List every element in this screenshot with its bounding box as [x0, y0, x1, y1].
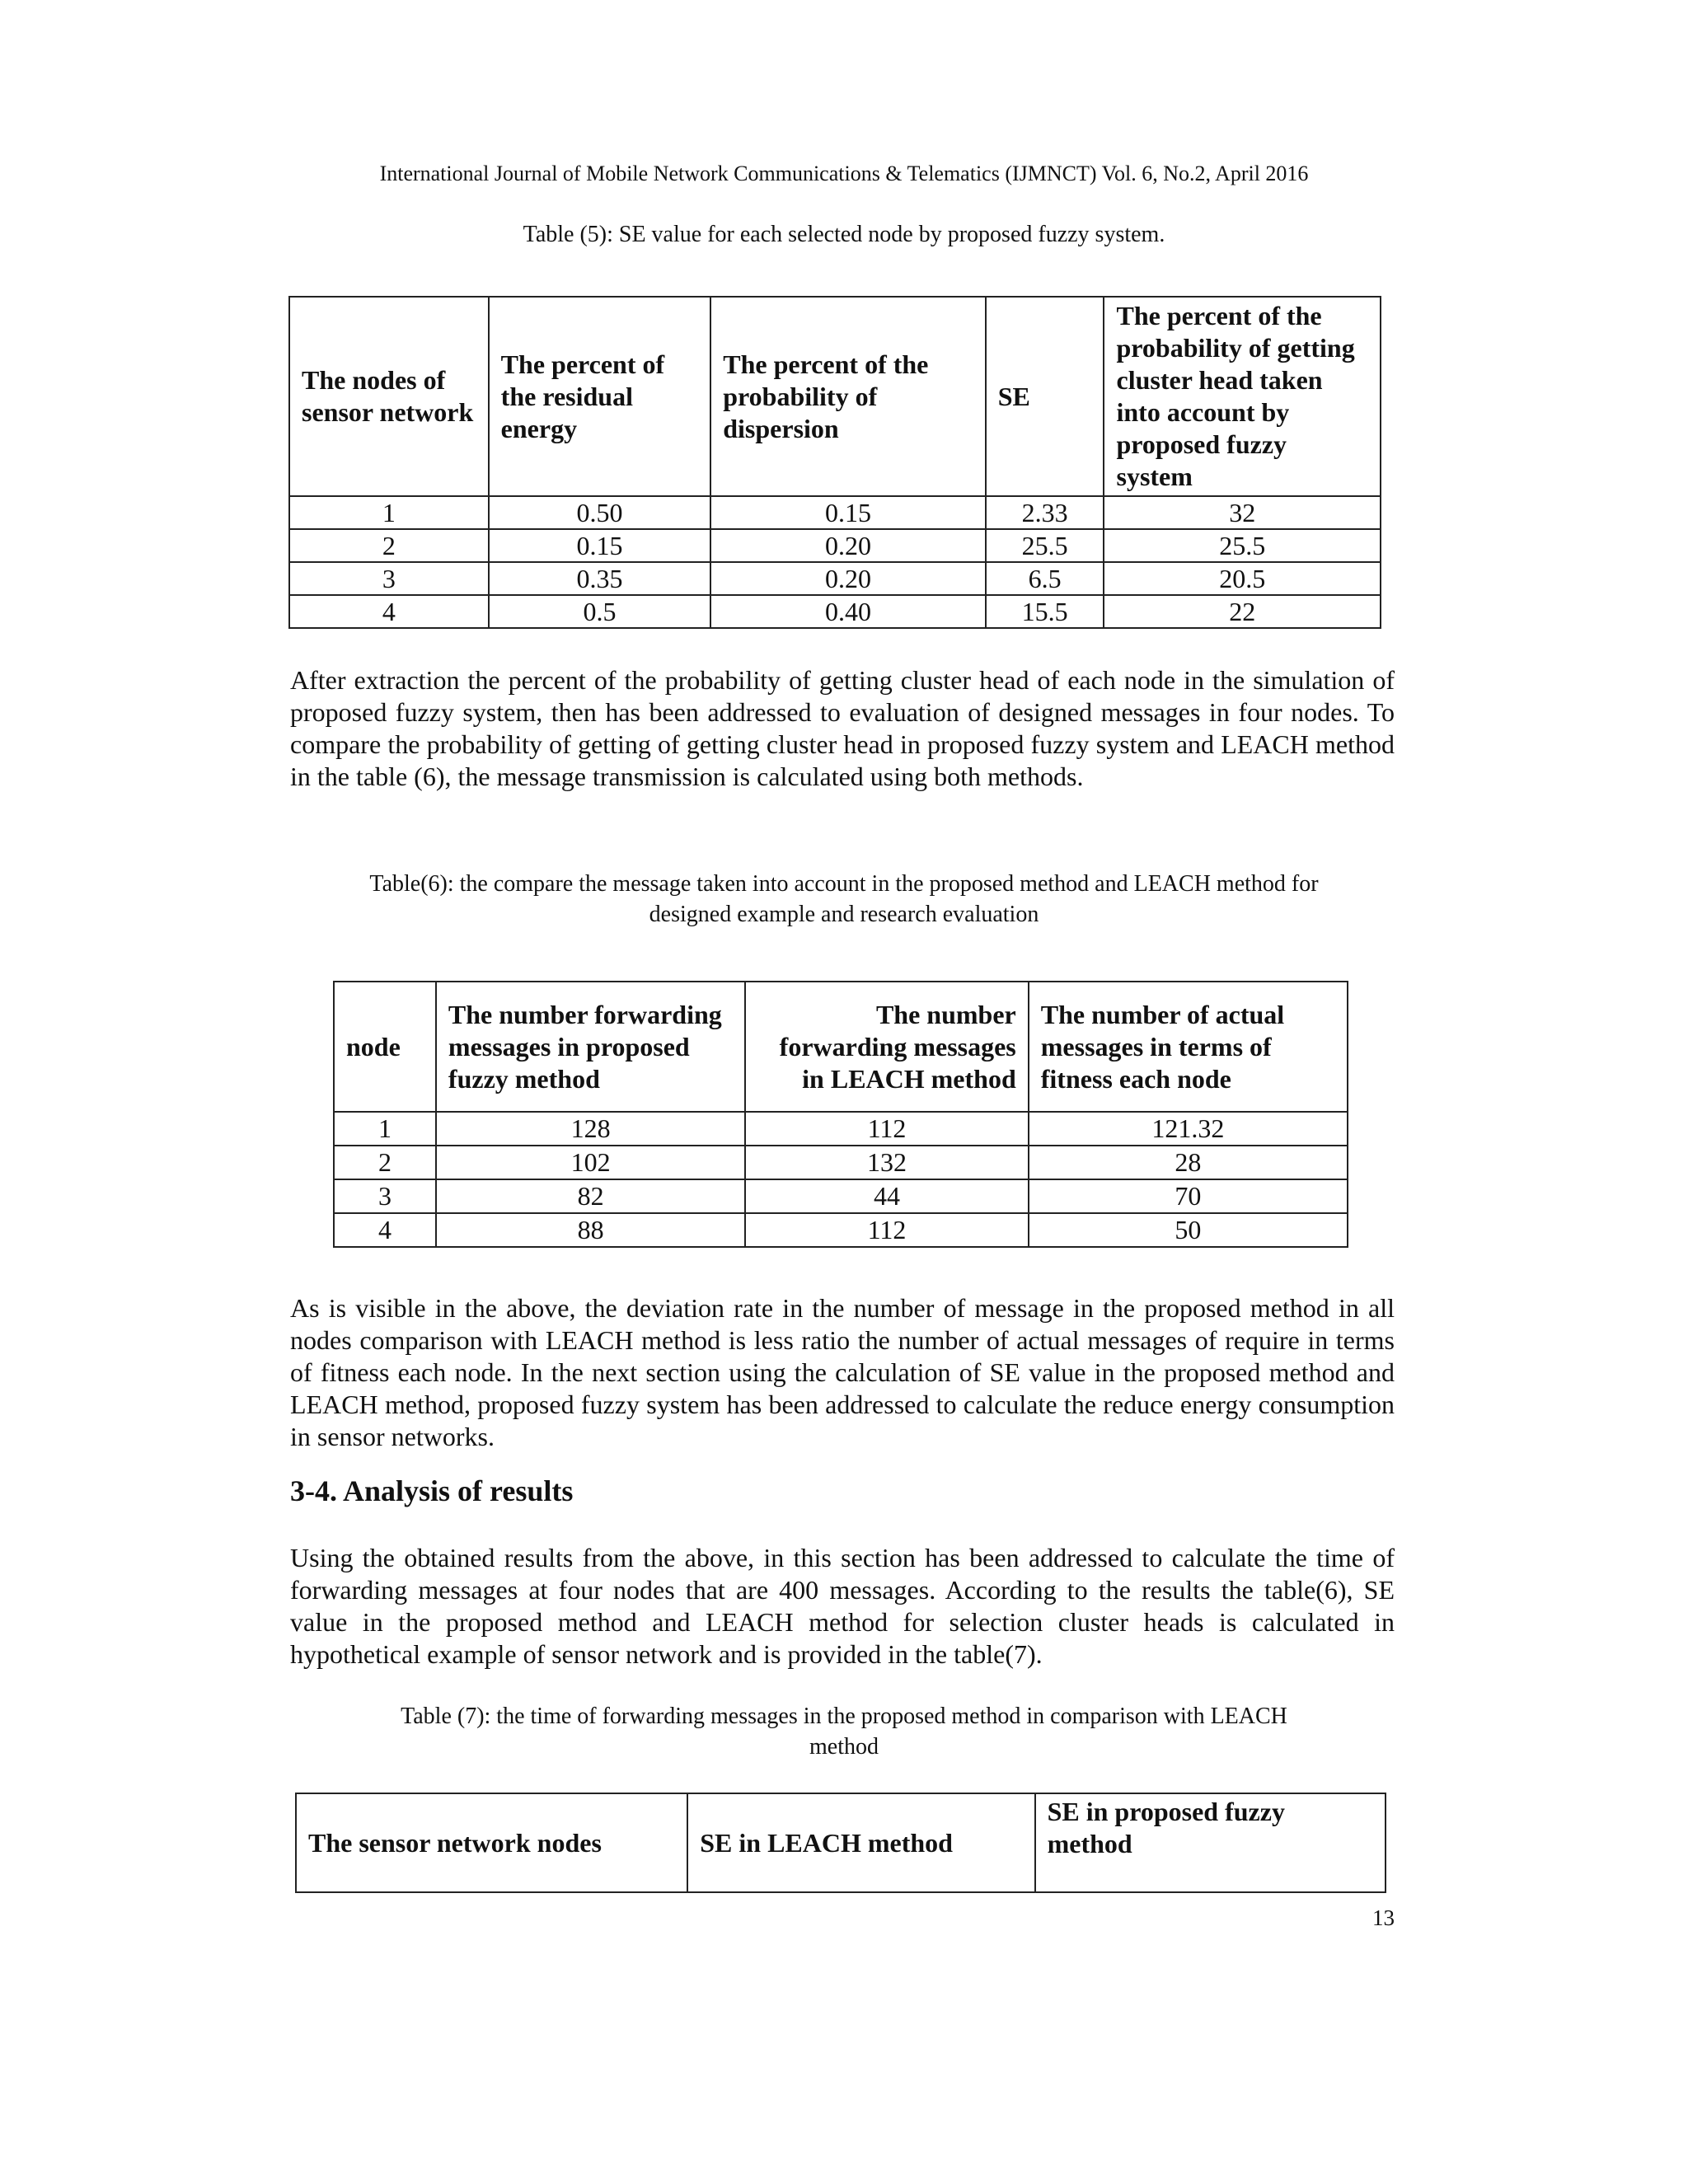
table-row [334, 1146, 1348, 1179]
table-cell: 0.15 [489, 529, 711, 562]
table-cell: 2 [289, 529, 489, 562]
table-cell: 0.40 [710, 595, 985, 628]
paragraph: As is visible in the above, the deviation rate in the number of message in the proposed method in all nodes comparison with LEACH method is less ratio the number of actual messages of require in terms of fitness each node. In the next section using the calculation of SE value in the proposed method and LEACH method, proposed fuzzy system has been addressed to calculate the reduce energy consumption in sensor networks. [290, 1293, 1395, 1451]
table-cell: 82 [436, 1179, 745, 1213]
table-cell: 121.32 [1029, 1112, 1348, 1146]
table-cell: 0.15 [710, 496, 985, 529]
table-cell: 1 [334, 1112, 436, 1146]
table7-caption-line: method [809, 1734, 879, 1760]
table-cell: 0.20 [710, 529, 985, 562]
journal-header: International Journal of Mobile Network Communications & Telematics (IJMNCT) Vol. 6, No.2, April 2016 [379, 162, 1309, 185]
table-cell: 6.5 [986, 562, 1104, 595]
table5-header-cell: The percent of the residual energy [489, 297, 711, 496]
table-row [289, 595, 1381, 628]
table-cell: 1 [289, 496, 489, 529]
table5-header-cell: SE [986, 297, 1104, 496]
table-cell: 112 [745, 1213, 1028, 1247]
table-cell: 2 [334, 1146, 436, 1179]
table-cell: 0.5 [489, 595, 711, 628]
table-cell: 102 [436, 1146, 745, 1179]
table6-caption [0, 869, 1688, 930]
table6-header-cell: node [334, 982, 436, 1112]
table-row [289, 529, 1381, 562]
table7 [295, 1793, 1386, 1893]
table-cell: 2.33 [986, 496, 1104, 529]
table-cell: 4 [334, 1213, 436, 1247]
table-cell: 15.5 [986, 595, 1104, 628]
table6-header-cell: The number forwarding messages in proposed fuzzy method [436, 982, 745, 1112]
table-cell: 50 [1029, 1213, 1348, 1247]
paragraph: After extraction the percent of the probability of getting cluster head of each node in the simulation of proposed fuzzy system, then has been addressed to evaluation of designed messages in four nodes. To compare the probability of getting of getting cluster head in proposed fuzzy system and LEACH method in the table (6), the message transmission is calculated using both methods. [290, 665, 1395, 791]
table-cell: 25.5 [1104, 529, 1381, 562]
table5-header-cell: The percent of the probability of getting cluster head taken into account by proposed fuzzy system [1104, 297, 1381, 496]
table-cell: 25.5 [986, 529, 1104, 562]
table7-header-cell: SE in LEACH method [687, 1793, 1034, 1892]
table-row [289, 562, 1381, 595]
table-row [289, 496, 1381, 529]
table7-header-cell: SE in proposed fuzzy method [1035, 1793, 1386, 1892]
table-cell: 128 [436, 1112, 745, 1146]
table-cell: 132 [745, 1146, 1028, 1179]
table-cell: 4 [289, 595, 489, 628]
table7-caption [0, 1701, 1688, 1762]
table-cell: 28 [1029, 1146, 1348, 1179]
table-cell: 32 [1104, 496, 1381, 529]
table6-header-cell: The number forwarding messages in LEACH method [745, 982, 1028, 1112]
table5-caption: Table (5): SE value for each selected node by proposed fuzzy system. [523, 222, 1165, 247]
table5-header-cell: The percent of the probability of dispersion [710, 297, 985, 496]
table-cell: 88 [436, 1213, 745, 1247]
table-cell: 20.5 [1104, 562, 1381, 595]
table-row [334, 1112, 1348, 1146]
table5 [288, 296, 1381, 629]
table-cell: 0.35 [489, 562, 711, 595]
table-cell: 3 [289, 562, 489, 595]
table-cell: 22 [1104, 595, 1381, 628]
table6-caption-line: designed example and research evaluation [649, 902, 1039, 927]
table-row [334, 1179, 1348, 1213]
table-cell: 44 [745, 1179, 1028, 1213]
table7-header-row [296, 1793, 1386, 1892]
table6-header-cell: The number of actual messages in terms of fitness each node [1029, 982, 1348, 1112]
table-cell: 0.20 [710, 562, 985, 595]
table7-caption-line: Table (7): the time of forwarding messages in the proposed method in comparison with LEACH [401, 1704, 1287, 1729]
table6 [333, 981, 1348, 1248]
table-row [334, 1213, 1348, 1247]
table6-caption-line: Table(6): the compare the message taken into account in the proposed method and LEACH method for [369, 871, 1319, 897]
table7-header-cell: The sensor network nodes [296, 1793, 687, 1892]
paragraph: Using the obtained results from the above, in this section has been addressed to calculate the time of forwarding messages at four nodes that are 400 messages. According to the results the table(6), SE value in the proposed method and LEACH method for selection cluster heads is calculated in hypothetical example of sensor network and is provided in the table(7). [290, 1543, 1395, 1669]
table-cell: 70 [1029, 1179, 1348, 1213]
table5-header-row [289, 297, 1381, 496]
table-cell: 3 [334, 1179, 436, 1213]
section-heading: 3-4. Analysis of results [290, 1474, 574, 1507]
table-cell: 112 [745, 1112, 1028, 1146]
table5-header-cell: The nodes of sensor network [289, 297, 489, 496]
table6-header-row [334, 982, 1348, 1112]
page-number: 13 [1372, 1905, 1395, 1930]
table-cell: 0.50 [489, 496, 711, 529]
